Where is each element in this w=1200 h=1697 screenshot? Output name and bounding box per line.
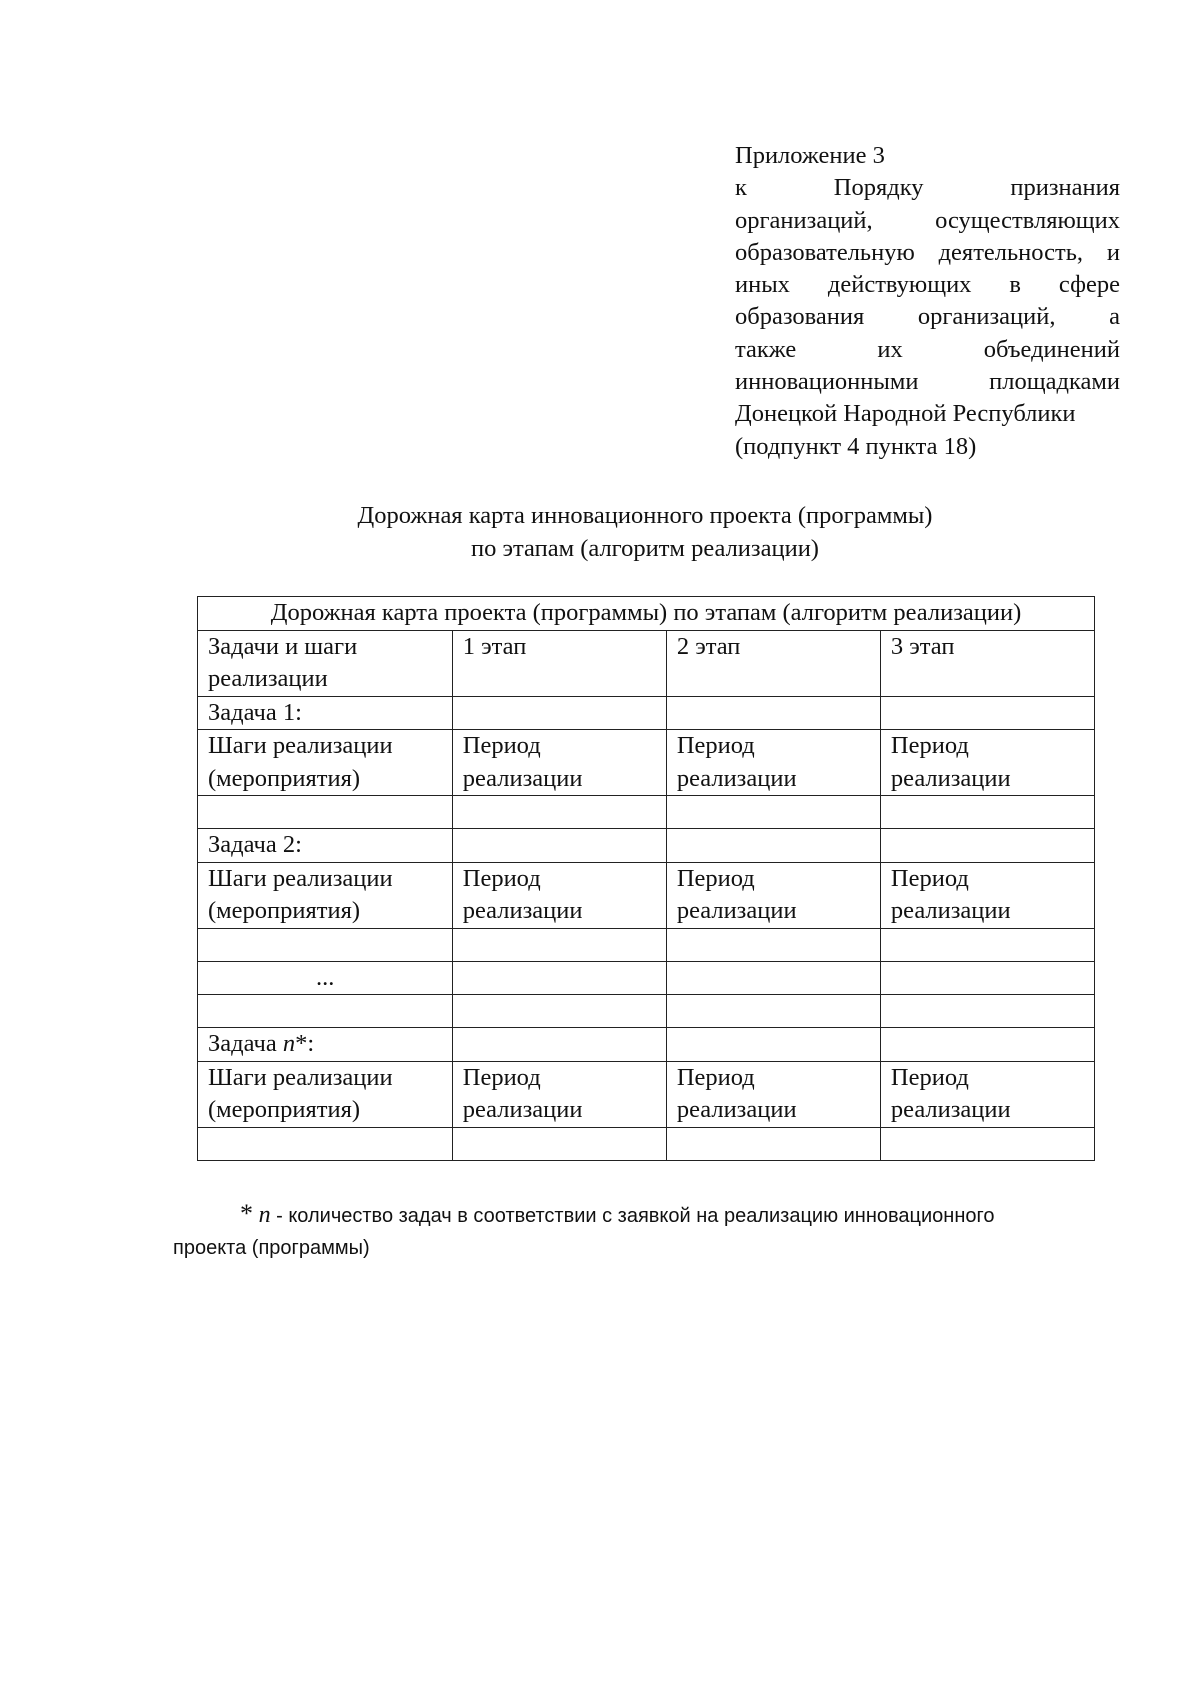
- appendix-line-3: образовательную деятельность, и: [735, 238, 1120, 266]
- empty-cell: [666, 961, 880, 995]
- task-label: Задача 1:: [198, 696, 453, 730]
- steps-label: Шаги реализации (мероприятия): [198, 730, 453, 796]
- empty-row: [198, 928, 1095, 961]
- empty-cell: [880, 796, 1094, 829]
- period-label: Период реализации: [452, 730, 666, 796]
- empty-cell: [452, 1028, 666, 1062]
- empty-cell: [666, 829, 880, 863]
- empty-cell: [452, 928, 666, 961]
- appendix-line-4: иных действующих в сфере: [735, 271, 1120, 299]
- ellipsis-cell: ...: [198, 961, 453, 995]
- appendix-block: [735, 140, 1120, 463]
- appendix-line-1: к Порядку признания: [735, 174, 1120, 202]
- steps-label: Шаги реализации (мероприятия): [198, 1061, 453, 1127]
- footnote: [173, 1198, 1073, 1264]
- steps-row: [198, 1061, 1095, 1127]
- empty-cell: [198, 796, 453, 829]
- empty-cell: [666, 696, 880, 730]
- empty-cell: [880, 696, 1094, 730]
- steps-row: [198, 862, 1095, 928]
- period-label: Период реализации: [452, 862, 666, 928]
- document-title-line-1: Дорожная карта инновационного проекта (программы): [357, 502, 933, 529]
- empty-cell: [452, 696, 666, 730]
- footnote-line-2: проекта (программы): [173, 1237, 370, 1259]
- period-label: Период реализации: [452, 1061, 666, 1127]
- empty-cell: [198, 995, 453, 1028]
- steps-label: Шаги реализации (мероприятия): [198, 862, 453, 928]
- footnote-n-variable: n: [258, 1202, 271, 1228]
- empty-cell: [452, 829, 666, 863]
- appendix-line-9: (подпункт 4 пункта 18): [735, 432, 977, 460]
- appendix-line-8: Донецкой Народной Республики: [735, 400, 1076, 428]
- empty-row: [198, 1127, 1095, 1160]
- empty-cell: [880, 961, 1094, 995]
- empty-cell: [198, 928, 453, 961]
- table-header-row: [198, 597, 1095, 631]
- empty-cell: [880, 1127, 1094, 1160]
- period-label: Период реализации: [666, 1061, 880, 1127]
- appendix-line-5: образования организаций, а: [735, 303, 1120, 331]
- empty-cell: [666, 1028, 880, 1062]
- empty-cell: [880, 928, 1094, 961]
- appendix-title: Приложение 3: [735, 142, 885, 169]
- empty-cell: [666, 995, 880, 1028]
- footnote-line-1: [173, 1198, 1073, 1232]
- empty-cell: [880, 829, 1094, 863]
- table-header: Дорожная карта проекта (программы) по этапам (алгоритм реализации): [198, 597, 1095, 631]
- empty-cell: [666, 796, 880, 829]
- document-title: [0, 500, 1200, 565]
- table-columns-row: [198, 630, 1095, 696]
- empty-cell: [452, 796, 666, 829]
- empty-cell: [452, 961, 666, 995]
- ellipsis-row: [198, 961, 1095, 995]
- appendix-line-2: организаций, осуществляющих: [735, 206, 1120, 234]
- task-n-variable: n: [282, 1030, 296, 1057]
- task-row: [198, 1028, 1095, 1062]
- footnote-asterisk: *: [240, 1199, 253, 1228]
- period-label: Период реализации: [880, 730, 1094, 796]
- empty-cell: [452, 995, 666, 1028]
- empty-cell: [666, 928, 880, 961]
- footnote-text: - количество задач в соответствии с заявкой на реализацию инновационного: [270, 1205, 995, 1227]
- empty-cell: [880, 995, 1094, 1028]
- empty-row: [198, 796, 1095, 829]
- task-label: Задача 2:: [198, 829, 453, 863]
- steps-row: [198, 730, 1095, 796]
- column-header-stage-1: 1 этап: [452, 630, 666, 696]
- period-label: Период реализации: [880, 1061, 1094, 1127]
- task-row: [198, 696, 1095, 730]
- appendix-line-7: инновационными площадками: [735, 368, 1120, 396]
- column-header-stage-2: 2 этап: [666, 630, 880, 696]
- period-label: Период реализации: [880, 862, 1094, 928]
- task-row: [198, 829, 1095, 863]
- period-label: Период реализации: [666, 730, 880, 796]
- roadmap-table: [197, 596, 1095, 1161]
- document-title-line-2: по этапам (алгоритм реализации): [471, 534, 819, 562]
- column-header-tasks: Задачи и шаги реализации: [198, 630, 453, 696]
- empty-row: [198, 995, 1095, 1028]
- empty-cell: [452, 1127, 666, 1160]
- empty-cell: [880, 1028, 1094, 1062]
- empty-cell: [198, 1127, 453, 1160]
- task-label-n: Задача n*:: [198, 1028, 453, 1062]
- appendix-line-6: также их объединений: [735, 335, 1120, 363]
- column-header-stage-3: 3 этап: [880, 630, 1094, 696]
- period-label: Период реализации: [666, 862, 880, 928]
- empty-cell: [666, 1127, 880, 1160]
